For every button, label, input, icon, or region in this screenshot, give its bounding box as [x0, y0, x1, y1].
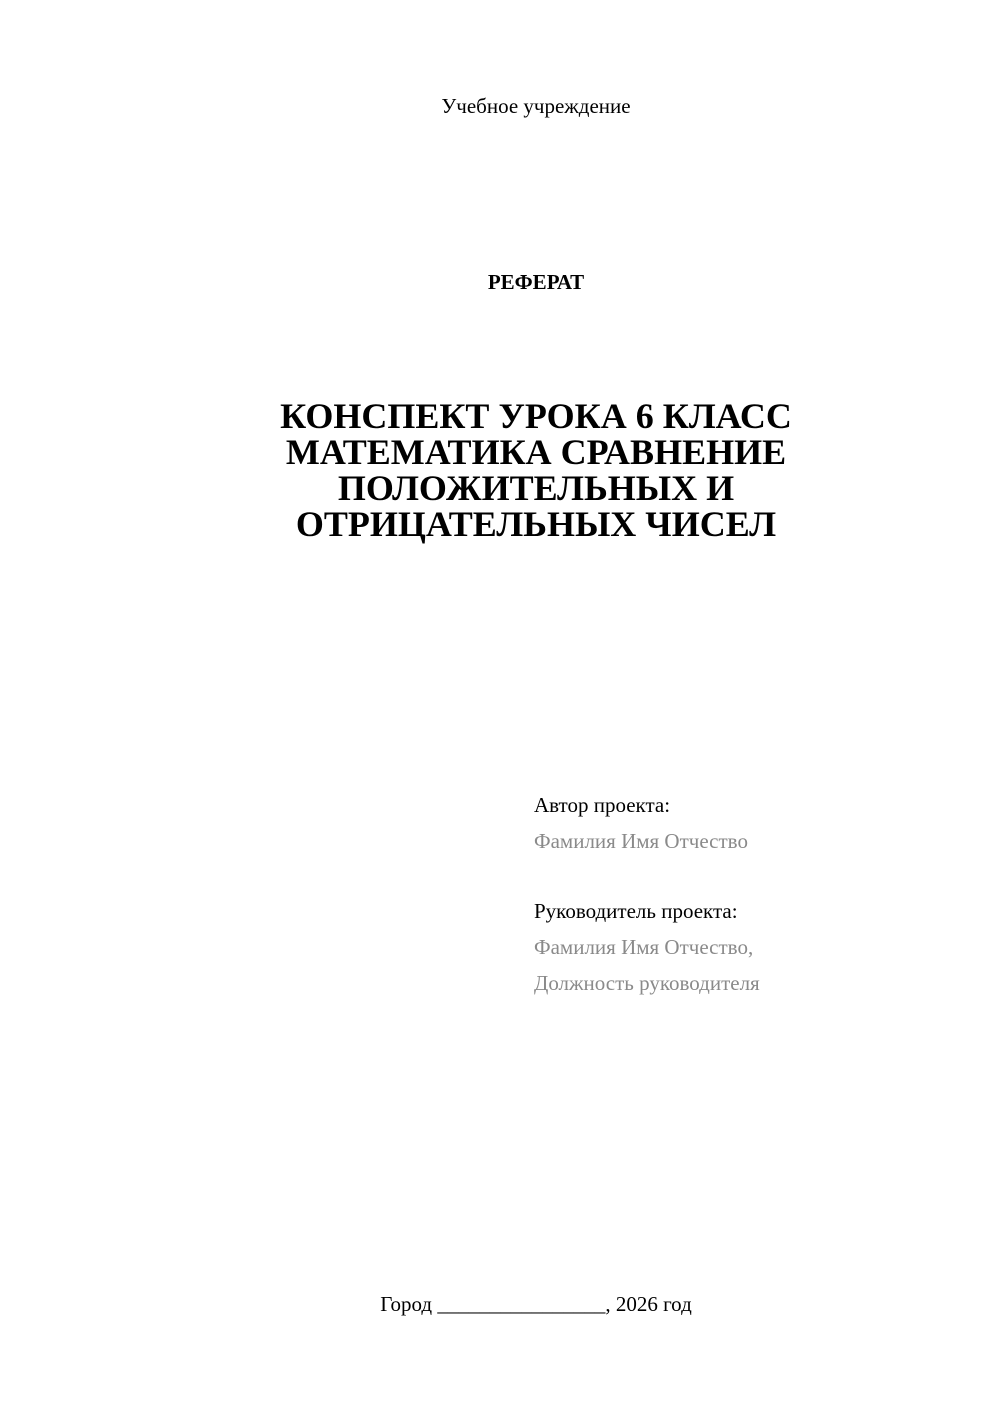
author-name: Фамилия Имя Отчество: [534, 829, 748, 853]
title-line: ОТРИЦАТЕЛЬНЫХ ЧИСЕЛ: [295, 504, 777, 544]
credits-block: [534, 787, 974, 1001]
credits-spacer: [534, 859, 974, 893]
document-type: РЕФЕРАТ: [487, 270, 585, 294]
supervisor-name: Фамилия Имя Отчество,: [534, 935, 754, 959]
title-line: КОНСПЕКТ УРОКА 6 КЛАСС: [280, 396, 792, 436]
institution-name: Учебное учреждение: [441, 94, 631, 118]
title-line: МАТЕМАТИКА СРАВНЕНИЕ: [285, 432, 787, 472]
title-line: ПОЛОЖИТЕЛЬНЫХ И: [337, 468, 735, 508]
document-title: [236, 398, 836, 542]
city-year-line: Город ________________, 2026 год: [380, 1292, 692, 1316]
author-label: Автор проекта:: [534, 793, 671, 817]
supervisor-position: Должность руководителя: [534, 971, 760, 995]
supervisor-label: Руководитель проекта:: [534, 899, 738, 923]
